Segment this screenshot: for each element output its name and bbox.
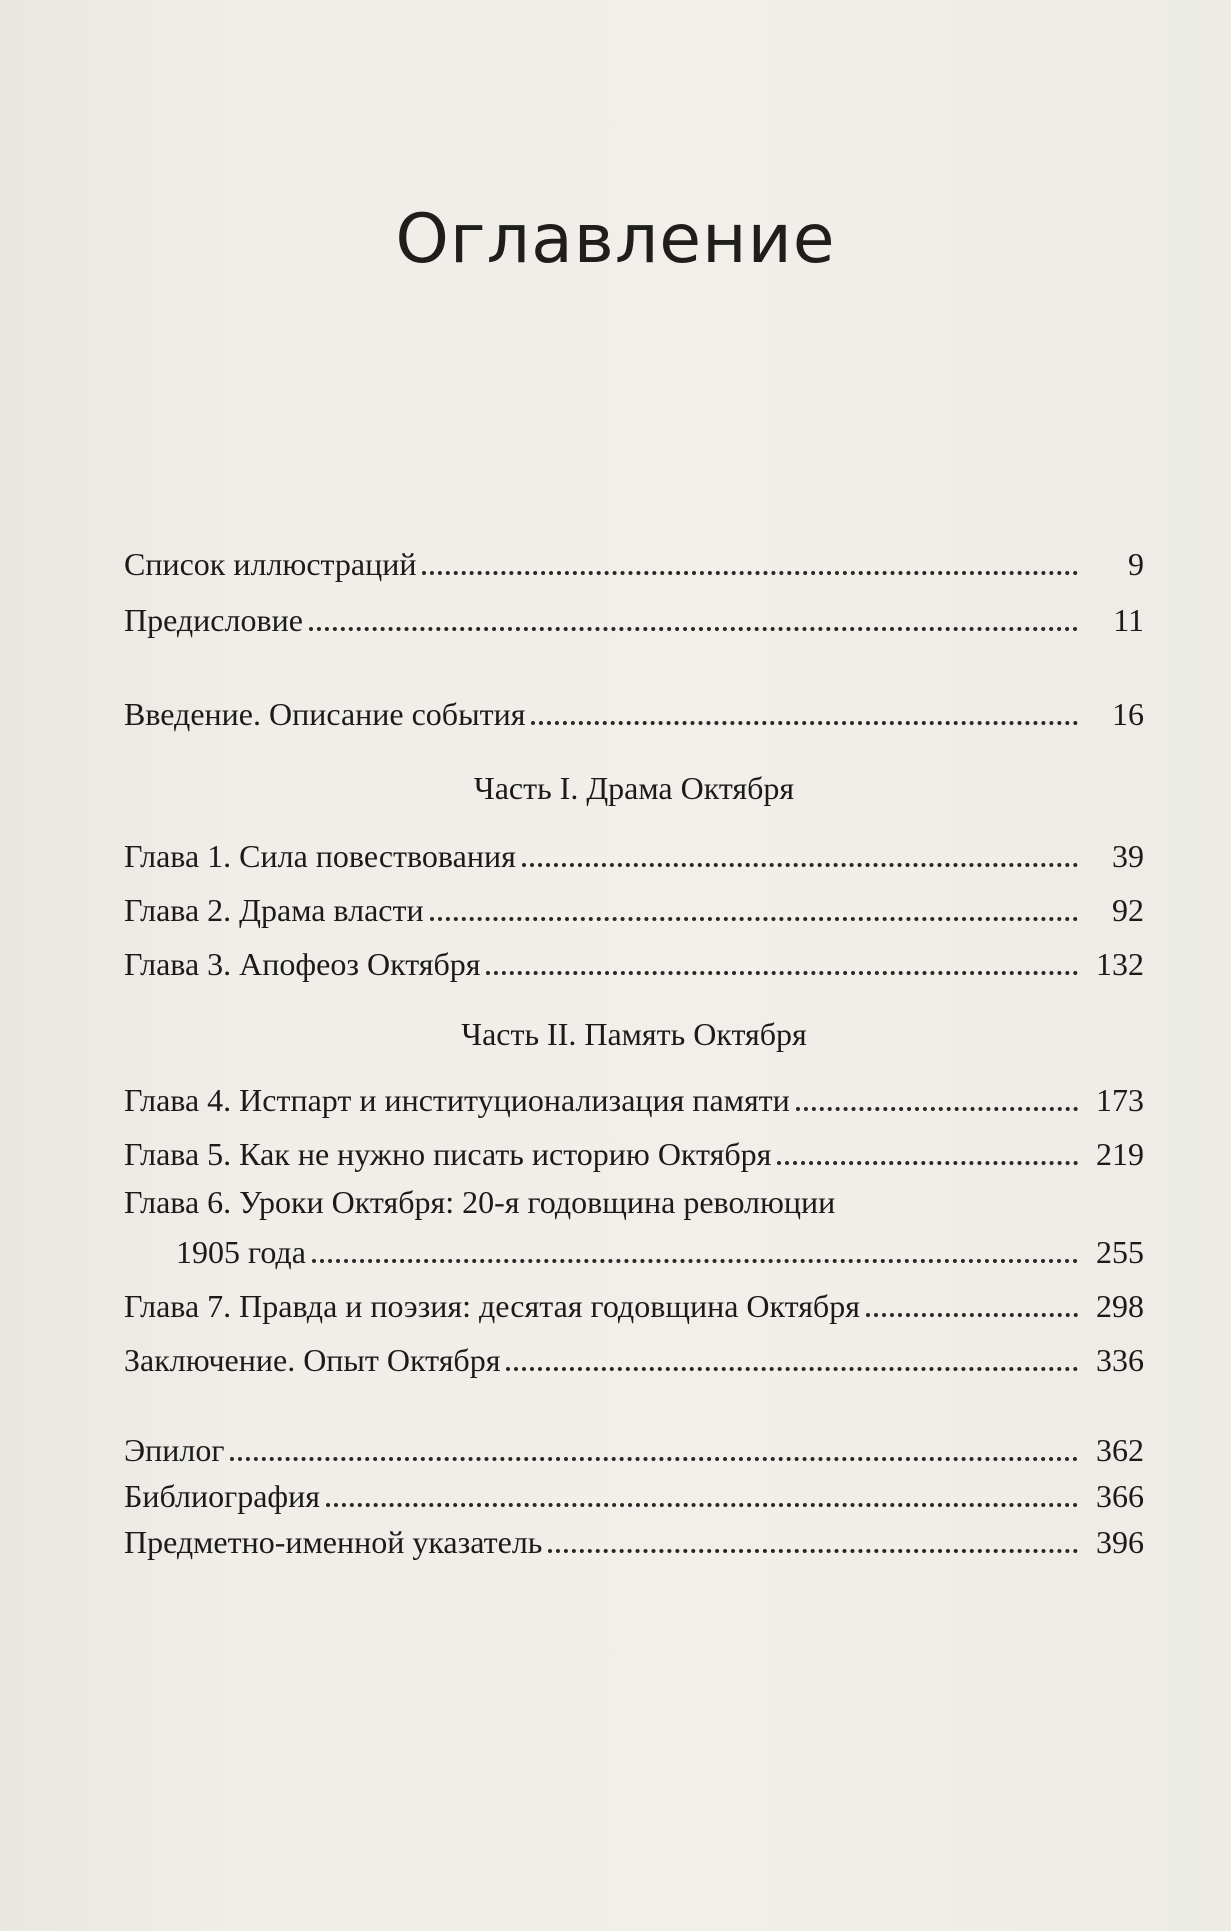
- dot-leader: [430, 917, 1078, 921]
- toc-entry-label-continued: 1905 года: [176, 1234, 306, 1270]
- toc-entry-illustrations[interactable]: [124, 540, 1144, 584]
- toc-entry-bibliography[interactable]: [124, 1472, 1144, 1516]
- dot-leader: [548, 1549, 1078, 1553]
- dot-leader: [531, 721, 1078, 725]
- toc-entry-label: Глава 4. Истпарт и институционализация памяти: [124, 1082, 790, 1118]
- toc-page-number: 336: [1096, 1342, 1144, 1378]
- dot-leader: [522, 863, 1078, 867]
- toc-entry-epilogue[interactable]: [124, 1426, 1144, 1470]
- dot-leader: [486, 971, 1078, 975]
- toc-entry-preface[interactable]: [124, 596, 1144, 640]
- toc-page-number: 362: [1096, 1432, 1144, 1468]
- toc-entry-chapter-1[interactable]: [124, 832, 1144, 876]
- toc-entry-label: Заключение. Опыт Октября: [124, 1342, 501, 1378]
- toc-page-number: 9: [1128, 546, 1144, 582]
- toc-entry-label: Предметно-именной указатель: [124, 1524, 543, 1560]
- part-heading-2: Часть II. Память Октября: [461, 1016, 807, 1052]
- toc-page-number: 11: [1113, 602, 1144, 638]
- part-heading-1: Часть I. Драма Октября: [473, 770, 795, 806]
- toc-page-number: 219: [1096, 1136, 1144, 1172]
- dot-leader: [230, 1457, 1078, 1461]
- dot-leader: [326, 1503, 1078, 1507]
- toc-entry-label: Глава 3. Апофеоз Октября: [124, 946, 481, 982]
- toc-entry-index[interactable]: [124, 1518, 1144, 1562]
- toc-page-number: 173: [1096, 1082, 1144, 1118]
- toc-page-number: 366: [1096, 1478, 1144, 1514]
- toc-entry-label: Глава 1. Сила повествования: [124, 838, 516, 874]
- dot-leader: [422, 571, 1078, 575]
- toc-page-number: 39: [1112, 838, 1144, 874]
- toc-page-number: 396: [1096, 1524, 1144, 1560]
- toc-entry-label: Список иллюстраций: [124, 546, 417, 582]
- toc-entry-chapter-2[interactable]: [124, 886, 1144, 930]
- toc-page-number: 92: [1112, 892, 1144, 928]
- toc-entry-label: Библиография: [124, 1478, 320, 1514]
- toc-page-number: 132: [1096, 946, 1144, 982]
- toc-page-number: 298: [1096, 1288, 1144, 1324]
- toc-entry-label: Глава 2. Драма власти: [124, 892, 424, 928]
- toc-entry-label: Введение. Описание события: [124, 696, 526, 732]
- toc-entry-label: Предисловие: [124, 602, 303, 638]
- dot-leader: [312, 1259, 1078, 1263]
- toc-entry-conclusion[interactable]: [124, 1336, 1144, 1380]
- toc-entry-label: Глава 7. Правда и поэзия: десятая годовщина Октября: [124, 1288, 860, 1324]
- toc-entry-chapter-5[interactable]: [124, 1130, 1144, 1174]
- dot-leader: [309, 627, 1078, 631]
- toc-entry-chapter-4[interactable]: [124, 1076, 1144, 1120]
- page-title: Оглавление: [395, 200, 836, 279]
- dot-leader: [866, 1313, 1078, 1317]
- toc-entry-label: Эпилог: [124, 1432, 225, 1468]
- toc-entry-chapter-7[interactable]: [124, 1282, 1144, 1326]
- toc-page-number: 16: [1112, 696, 1144, 732]
- toc-entry-chapter-3[interactable]: [124, 940, 1144, 984]
- toc-entry-label: Глава 6. Уроки Октября: 20-я годовщина революции: [124, 1184, 836, 1220]
- toc-entry-label: Глава 5. Как не нужно писать историю Октября: [124, 1136, 772, 1172]
- toc-entry-introduction[interactable]: [124, 690, 1144, 734]
- toc-page-number: 255: [1096, 1234, 1144, 1270]
- dot-leader: [777, 1161, 1078, 1165]
- dot-leader: [506, 1367, 1078, 1371]
- toc-entry-chapter-6[interactable]: [124, 1182, 1144, 1272]
- dot-leader: [796, 1107, 1078, 1111]
